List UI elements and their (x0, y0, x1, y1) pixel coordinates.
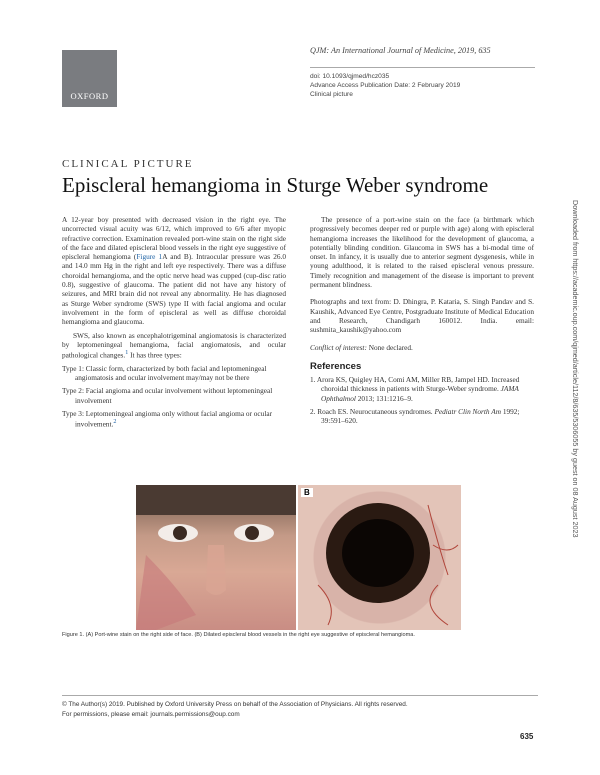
body-right-column (310, 215, 534, 430)
body-left-column (62, 215, 286, 433)
article-title: Episcleral hemangioma in Sturge Weber syndrome (62, 173, 489, 197)
ref-sup-1[interactable]: 1 (125, 350, 129, 357)
advance-access-date: Advance Access Publication Date: 2 February 2019 (310, 82, 461, 89)
ref-sup-2[interactable]: 2 (113, 419, 117, 426)
figure-photo-a (136, 485, 296, 630)
reference-2-text: 2. Roach ES. Neurocutaneous syndromes. (310, 407, 435, 417)
figure-photo-b (298, 485, 461, 630)
figure-caption: Figure 1. (A) Port-wine stain on the right side of face. (B) Dilated episcleral blood vessels in the right eye suggestive of episcleral hemangioma. (62, 632, 415, 638)
reference-1-journal: JAMA Ophthalmol (321, 384, 519, 403)
reference-2-journal: Pediatr Clin North Am (434, 407, 501, 417)
article-type: Clinical picture (310, 91, 353, 98)
reference-2 (310, 407, 534, 426)
header-divider (310, 67, 535, 68)
figure-link[interactable]: Figure 1 (136, 252, 163, 262)
page-number: 635 (520, 732, 534, 741)
photo-credits: Photographs and text from: D. Dhingra, P. Kataria, S. Singh Pandav and S. Kaushik, Advanced Eye Centre, Postgraduate Institute of Medical Education and Research, Chandigarh 160012. India. email: sushmita_kaushik@yahoo.com (310, 297, 534, 335)
paragraph-case (62, 215, 286, 327)
doi[interactable]: doi: 10.1093/qjmed/hcz035 (310, 73, 390, 80)
eye-illustration (298, 485, 461, 630)
download-side-note: Downloaded from https://academic.oup.com/qjmed/article/112/8/635/5306055 by guest on 08 August 2023 (571, 200, 580, 538)
conflict-of-interest (310, 343, 534, 352)
section-kicker: CLINICAL PICTURE (62, 158, 194, 170)
paragraph-sws (62, 331, 286, 360)
paragraph-case-text-b: A and B). Intraocular pressure was 26.0 and 14.0 mm Hg in the right and left eye respectively. There was a diffuse choroidal hemangioma, and the optic nerve head was cupped (cup-disc ratio 0.8), suggestive of glaucoma. The patient did not have any history of seizures, and MRI brain did not reveal any abnormality. He has diagnosed as Sturge Weber syndrome (SWS) type II with facial angioma and ocular involvement in the form of episcleral as well as diffuse choroidal hemangioma and glaucoma. (62, 252, 286, 327)
figure-label-b: B (301, 488, 313, 497)
paragraph-case-text-a: A 12-year boy presented with decreased vision in the right eye. The uncorrected visual acuity was 6/12, which improved to 6/6 after myopic refractive correction. Examination revealed port-wine stain on the right side of the face and dilated episcleral blood vessels in the right eye suggestive of episcleral hemangioma ( (62, 215, 286, 262)
paragraph-sws-tail: It has three types: (128, 350, 182, 360)
footer-divider (62, 695, 538, 696)
type-3-text: Type 3: Leptomeningeal angioma only without facial angioma or ocular involvement. (62, 409, 273, 429)
reference-1-text: 1. Arora KS, Quigley HA, Comi AM, Miller RB, Jampel HD. Increased choroidal thickness in patients with Sturge-Weber syndrome. (310, 375, 520, 394)
publisher-logo (62, 50, 117, 107)
copyright: © The Author(s) 2019. Published by Oxford University Press on behalf of the Association of Physicians. All rights reserved. (62, 701, 408, 708)
journal-line: QJM: An International Journal of Medicine, 2019, 635 (310, 46, 491, 55)
conflict-value: None declared. (366, 342, 413, 352)
face-illustration (136, 485, 296, 630)
references-heading: References (310, 360, 362, 372)
type-3 (62, 409, 286, 429)
publisher-logo-text: OXFORD (70, 91, 109, 101)
reference-1 (310, 375, 534, 403)
reference-2-tail: 1992; 39:591–620. (321, 407, 520, 426)
type-2: Type 2: Facial angioma and ocular involvement without leptomeningeal involvement (62, 386, 273, 405)
conflict-label: Conflict of interest: (310, 342, 367, 352)
paragraph-sws-text: SWS, also known as encephalotrigeminal angiomatosis is characterized by leptomeningeal hemangioma, facial angiomatosis, and ocular pathological changes. (62, 330, 286, 360)
permissions-email[interactable]: For permissions, please email: journals.permissions@oup.com (62, 711, 240, 718)
reference-1-tail: 2013; 131:1216–9. (355, 393, 413, 403)
type-1: Type 1: Classic form, characterized by both facial and leptomeningeal angiomatosis and ocular involvement may/may not be there (62, 363, 267, 383)
paragraph-glaucoma: The presence of a port-wine stain on the face (a birthmark which progressively becomes deeper red or purple with age) along with episcleral hemangioma increases the likelihood for the development of glaucoma, a potentially blinding condition. Glaucoma in SWS has a bi-modal time of onset. In infancy, it is usually due to anterior segment dysgenesis, while in young adulthood, it is related to the raised episcleral venous pressure. Timely recognition and management of the disease is important to prevent permanent blindness. (310, 215, 534, 290)
